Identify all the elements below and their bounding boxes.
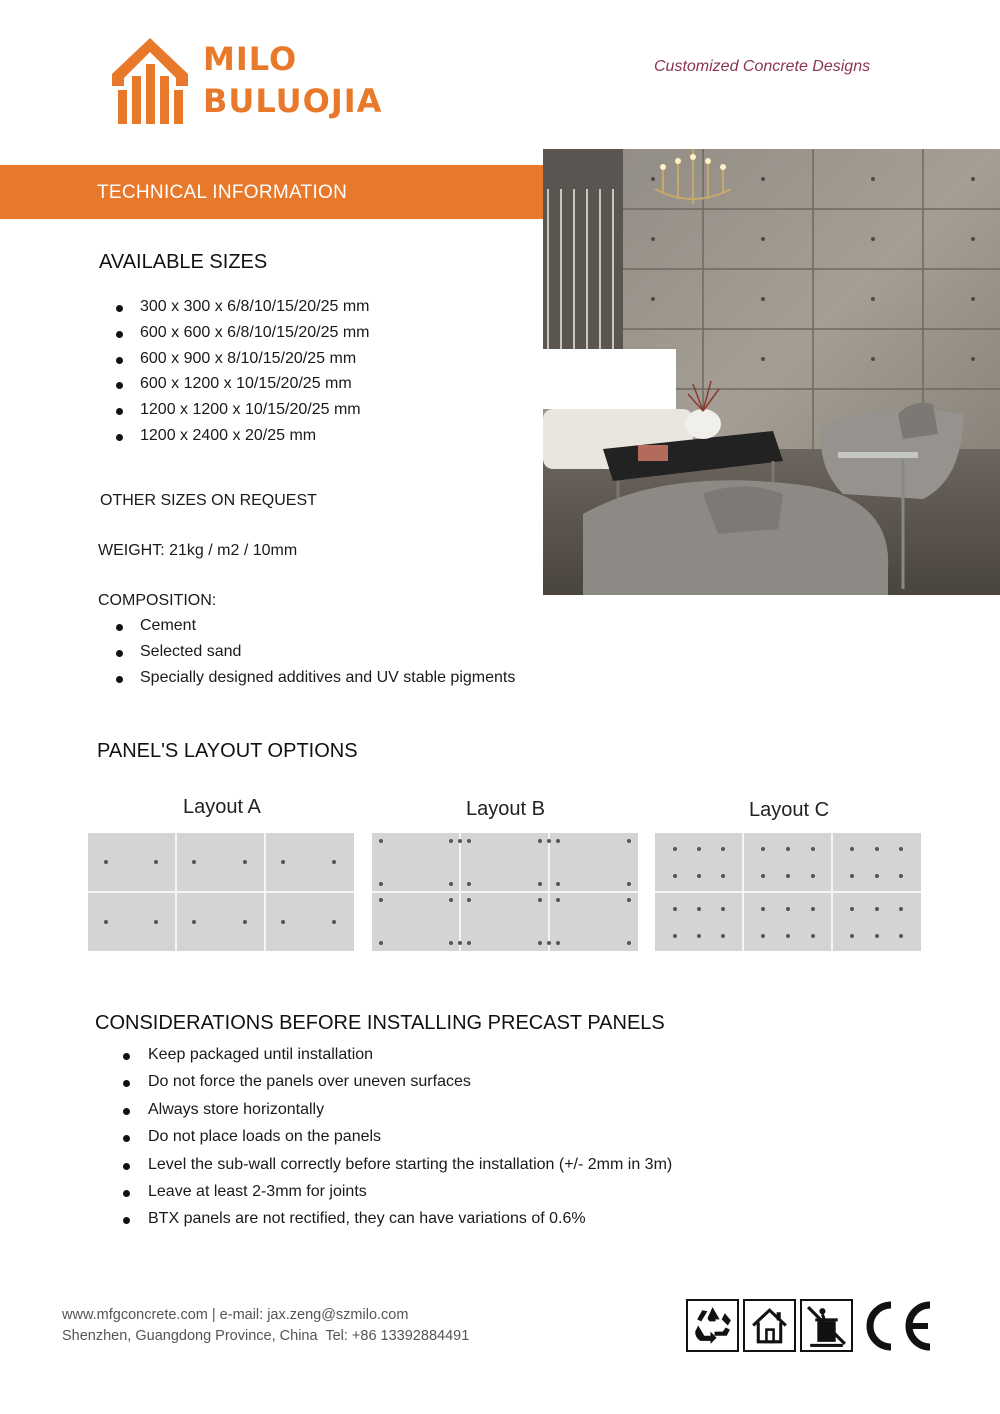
brand-name-line2: BULUOJIA [203,82,383,120]
list-item: Specially designed additives and UV stable pigments [140,669,515,695]
list-item: 600 x 1200 x 10/15/20/25 mm [140,375,369,401]
considerations-list [148,1046,672,1238]
layout-b-title: Layout B [466,798,545,820]
available-sizes-list [140,298,369,453]
list-item: Keep packaged until installation [148,1046,672,1073]
layout-options-heading: PANEL'S LAYOUT OPTIONS [97,740,358,762]
layout-a-title: Layout A [183,796,261,818]
list-item: Do not force the panels over uneven surfaces [148,1073,672,1100]
ce-mark-icon [858,1297,934,1355]
brand-logo-icon [110,36,190,126]
layout-a-diagram [88,833,354,951]
list-item: Selected sand [140,643,515,669]
list-item: Level the sub-wall correctly before starting the installation (+/- 2mm in 3m) [148,1156,672,1183]
footer-contact [62,1305,469,1347]
recycle-icon [686,1299,739,1352]
list-item: Leave at least 2-3mm for joints [148,1183,672,1210]
list-item: BTX panels are not rectified, they can have variations of 0.6% [148,1210,672,1237]
list-item: Do not place loads on the panels [148,1128,672,1155]
list-item: Cement [140,617,515,643]
list-item: 1200 x 1200 x 10/15/20/25 mm [140,401,369,427]
layout-b-diagram [372,833,638,951]
footer-address-phone: Shenzhen, Guangdong Province, China Tel: +86 13392884491 [62,1328,470,1344]
list-item: 600 x 900 x 8/10/15/20/25 mm [140,350,369,376]
brand-name-line1: MILO [203,40,298,78]
layout-c-title: Layout C [749,799,830,821]
home-icon [743,1299,796,1352]
interior-photo [543,149,1000,595]
list-item: 1200 x 2400 x 20/25 mm [140,427,369,453]
composition-list [140,617,515,695]
weight-spec: WEIGHT: 21kg / m2 / 10mm [98,542,298,559]
footer-web-email: www.mfgconcrete.com | e-mail: jax.zeng@szmilo.com [62,1307,409,1323]
other-sizes-note: OTHER SIZES ON REQUEST [100,492,317,509]
list-item: Always store horizontally [148,1101,672,1128]
tagline: Customized Concrete Designs [654,58,871,75]
list-item: 600 x 600 x 6/8/10/15/20/25 mm [140,324,369,350]
no-trash-icon [800,1299,853,1352]
list-item: 300 x 300 x 6/8/10/15/20/25 mm [140,298,369,324]
considerations-heading: CONSIDERATIONS BEFORE INSTALLING PRECAST PANELS [95,1012,665,1034]
brand-name [203,38,382,122]
section-banner [0,165,543,219]
layout-c-diagram [655,833,921,951]
composition-heading: COMPOSITION: [98,592,217,609]
available-sizes-heading: AVAILABLE SIZES [99,251,268,273]
banner-title: TECHNICAL INFORMATION [97,182,348,203]
